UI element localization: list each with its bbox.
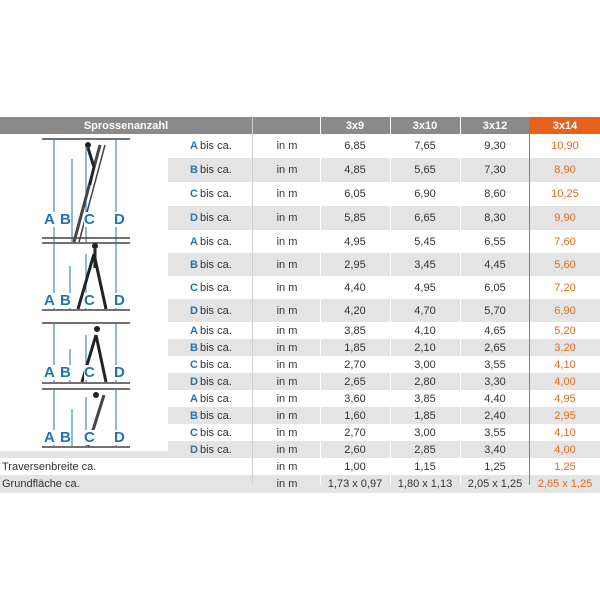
value-cell: 9,30 bbox=[484, 140, 506, 152]
row-label-text: bis ca. bbox=[199, 341, 232, 354]
value-cell: 3,45 bbox=[414, 258, 436, 271]
unit-cell: in m bbox=[276, 212, 298, 224]
value-cell: 3,60 bbox=[344, 392, 366, 405]
unit-cell: in m bbox=[276, 164, 298, 176]
value-cell: 4,70 bbox=[414, 304, 436, 317]
value-cell: 7,30 bbox=[484, 164, 506, 176]
unit-cell: in m bbox=[276, 443, 298, 456]
row-label-text: bis ca. bbox=[199, 164, 232, 176]
value-cell: 4,10 bbox=[414, 324, 436, 337]
value-cell: 6,55 bbox=[484, 235, 506, 248]
row-label bbox=[190, 424, 250, 441]
value-cell: 1,15 bbox=[414, 460, 436, 473]
value-cell: 3,20 bbox=[554, 341, 576, 354]
unit-cell: in m bbox=[276, 304, 298, 317]
col-sep bbox=[320, 117, 321, 485]
unit-cell: in m bbox=[276, 478, 298, 490]
value-cell: 2,95 bbox=[344, 258, 366, 271]
unit-cell: in m bbox=[276, 188, 298, 200]
dimension-letter: C bbox=[190, 281, 198, 294]
value-cell: 6,85 bbox=[344, 140, 366, 152]
row-label-text: bis ca. bbox=[199, 188, 232, 200]
row-label-text: bis ca. bbox=[199, 409, 232, 422]
dimension-letter: B bbox=[190, 164, 198, 176]
ladder-figure-1 bbox=[40, 137, 132, 245]
value-cell: 2,05 x 1,25 bbox=[467, 478, 523, 490]
dimension-letter: C bbox=[190, 188, 198, 200]
value-cell: 4,40 bbox=[484, 392, 506, 405]
value-cell: 3,00 bbox=[414, 426, 436, 439]
value-cell: 2,65 bbox=[344, 375, 366, 388]
unit-cell: in m bbox=[276, 235, 298, 248]
value-cell: 6,90 bbox=[414, 188, 436, 200]
dimension-letter: A bbox=[190, 140, 198, 152]
row-label bbox=[190, 134, 250, 158]
row-label-text: bis ca. bbox=[199, 358, 232, 371]
figure-letter-c: C bbox=[84, 364, 95, 381]
dimension-letter: B bbox=[190, 409, 198, 422]
value-cell: 6,05 bbox=[484, 281, 506, 294]
value-cell: 5,70 bbox=[484, 304, 506, 317]
figure-letter-d: D bbox=[114, 292, 125, 309]
row-label bbox=[190, 441, 250, 458]
value-cell: 3,85 bbox=[414, 392, 436, 405]
value-cell: 4,00 bbox=[554, 443, 576, 456]
row-label bbox=[190, 253, 250, 276]
value-cell: 4,20 bbox=[344, 304, 366, 317]
value-cell: 3,55 bbox=[484, 426, 506, 439]
unit-cell: in m bbox=[276, 281, 298, 294]
value-cell: 2,60 bbox=[344, 443, 366, 456]
row-label bbox=[190, 339, 250, 356]
unit-cell: in m bbox=[276, 341, 298, 354]
value-cell: 5,65 bbox=[414, 164, 436, 176]
value-cell: 2,65 x 1,25 bbox=[537, 478, 593, 490]
unit-cell: in m bbox=[276, 426, 298, 439]
header-col-3x14: 3x14 bbox=[530, 117, 600, 134]
figure-letter-d: D bbox=[114, 364, 125, 381]
row-label-text: bis ca. bbox=[199, 426, 232, 439]
value-cell: 1,80 x 1,13 bbox=[397, 478, 453, 490]
value-cell: 3,00 bbox=[414, 358, 436, 371]
row-label-text: bis ca. bbox=[199, 324, 232, 337]
value-cell: 6,65 bbox=[414, 212, 436, 224]
figure-letter-b: B bbox=[60, 429, 71, 446]
value-cell: 6,05 bbox=[344, 188, 366, 200]
row-label-text: bis ca. bbox=[199, 304, 232, 317]
unit-cell: in m bbox=[276, 460, 298, 473]
figure-letter-a: A bbox=[44, 211, 55, 228]
row-label bbox=[190, 299, 250, 322]
value-cell: 1,25 bbox=[484, 460, 506, 473]
value-cell: 1,85 bbox=[414, 409, 436, 422]
row-label bbox=[190, 276, 250, 299]
dimension-letter: A bbox=[190, 324, 198, 337]
row-label-text: bis ca. bbox=[199, 140, 232, 152]
value-cell: 3,55 bbox=[484, 358, 506, 371]
value-cell: 4,95 bbox=[554, 392, 576, 405]
dimension-letter: C bbox=[190, 426, 198, 439]
ladder-rail-2 bbox=[96, 335, 106, 382]
value-cell: 7,60 bbox=[554, 235, 576, 248]
value-cell: 1,60 bbox=[344, 409, 366, 422]
figure-letter-b: B bbox=[60, 211, 71, 228]
unit-cell: in m bbox=[276, 375, 298, 388]
person-body-icon bbox=[88, 148, 94, 167]
row-label-text: bis ca. bbox=[199, 235, 232, 248]
unit-cell: in m bbox=[276, 409, 298, 422]
row-label-text: bis ca. bbox=[199, 375, 232, 388]
col-sep bbox=[390, 117, 391, 485]
figure-letter-b: B bbox=[60, 364, 71, 381]
dimension-letter: D bbox=[190, 443, 198, 456]
figure-letter-a: A bbox=[44, 429, 55, 446]
row-label bbox=[190, 390, 250, 407]
value-cell: 7,20 bbox=[554, 281, 576, 294]
value-cell: 4,85 bbox=[344, 164, 366, 176]
value-cell: 2,95 bbox=[554, 409, 576, 422]
value-cell: 3,85 bbox=[344, 324, 366, 337]
value-cell: 8,30 bbox=[484, 212, 506, 224]
figure-letter-c: C bbox=[84, 429, 95, 446]
unit-cell: in m bbox=[276, 258, 298, 271]
dimension-letter: A bbox=[190, 235, 198, 248]
table-row bbox=[0, 458, 600, 475]
value-cell: 2,85 bbox=[414, 443, 436, 456]
row-label bbox=[190, 158, 250, 182]
dimension-letter: A bbox=[190, 392, 198, 405]
figure-letter-c: C bbox=[84, 211, 95, 228]
value-cell: 1,00 bbox=[344, 460, 366, 473]
row-label bbox=[190, 230, 250, 253]
value-cell: 4,65 bbox=[484, 324, 506, 337]
unit-cell: in m bbox=[276, 392, 298, 405]
value-cell: 8,60 bbox=[484, 188, 506, 200]
person-head-icon bbox=[85, 142, 91, 148]
figure-letter-a: A bbox=[44, 292, 55, 309]
row-label-text: bis ca. bbox=[199, 212, 232, 224]
header-title: Sprossenanzahl bbox=[83, 119, 169, 132]
value-cell: 4,10 bbox=[554, 358, 576, 371]
value-cell: 4,40 bbox=[344, 281, 366, 294]
col-sep bbox=[460, 117, 461, 485]
value-cell: 2,70 bbox=[344, 426, 366, 439]
value-cell: 4,95 bbox=[344, 235, 366, 248]
value-cell: 9,90 bbox=[554, 212, 576, 224]
table-header-row bbox=[0, 117, 600, 134]
figure-letter-d: D bbox=[114, 429, 125, 446]
table-row bbox=[0, 475, 600, 493]
value-cell: 2,10 bbox=[414, 341, 436, 354]
value-cell: 1,25 bbox=[554, 460, 576, 473]
value-cell: 6,90 bbox=[554, 304, 576, 317]
value-cell: 1,85 bbox=[344, 341, 366, 354]
value-cell: 2,80 bbox=[414, 375, 436, 388]
ladder-spec-table bbox=[0, 117, 600, 490]
row-label: Grundfläche ca. bbox=[2, 478, 80, 490]
figure-letter-d: D bbox=[114, 211, 125, 228]
header-col-3x10: 3x10 bbox=[412, 119, 438, 132]
row-label: Traversenbreite ca. bbox=[2, 460, 97, 473]
value-cell: 3,30 bbox=[484, 375, 506, 388]
row-label bbox=[190, 373, 250, 390]
value-cell: 10,90 bbox=[551, 140, 579, 152]
value-cell: 2,40 bbox=[484, 409, 506, 422]
value-cell: 8,90 bbox=[554, 164, 576, 176]
value-cell: 3,40 bbox=[484, 443, 506, 456]
unit-cell: in m bbox=[276, 140, 298, 152]
dimension-letter: D bbox=[190, 375, 198, 388]
value-cell: 4,00 bbox=[554, 375, 576, 388]
dimension-letter: D bbox=[190, 304, 198, 317]
row-label-text: bis ca. bbox=[199, 443, 232, 456]
person-head-icon bbox=[92, 243, 98, 249]
dimension-letter: C bbox=[190, 358, 198, 371]
unit-cell: in m bbox=[276, 358, 298, 371]
row-label bbox=[190, 407, 250, 424]
person-head-icon bbox=[93, 392, 99, 398]
value-cell: 10,25 bbox=[551, 188, 579, 200]
col-sep bbox=[252, 117, 253, 485]
value-cell: 1,73 x 0,97 bbox=[327, 478, 383, 490]
row-label-text: bis ca. bbox=[199, 258, 232, 271]
figure-letter-a: A bbox=[44, 364, 55, 381]
person-head-icon bbox=[94, 326, 100, 332]
value-cell: 7,65 bbox=[414, 140, 436, 152]
header-col-3x9: 3x9 bbox=[345, 119, 365, 132]
row-label-text: bis ca. bbox=[199, 281, 232, 294]
row-label bbox=[190, 322, 250, 339]
row-label bbox=[190, 182, 250, 206]
dimension-letter: B bbox=[190, 258, 198, 271]
header-col-3x12: 3x12 bbox=[482, 119, 508, 132]
value-cell: 5,60 bbox=[554, 258, 576, 271]
figure-letter-b: B bbox=[60, 292, 71, 309]
figure-letter-c: C bbox=[84, 292, 95, 309]
dimension-letter: B bbox=[190, 341, 198, 354]
value-cell: 4,95 bbox=[414, 281, 436, 294]
value-cell: 2,70 bbox=[344, 358, 366, 371]
value-cell: 5,45 bbox=[414, 235, 436, 248]
unit-cell: in m bbox=[276, 324, 298, 337]
value-cell: 5,85 bbox=[344, 212, 366, 224]
row-label bbox=[190, 206, 250, 230]
col-sep-accent bbox=[529, 117, 530, 485]
row-label-text: bis ca. bbox=[199, 392, 232, 405]
value-cell: 5,20 bbox=[554, 324, 576, 337]
value-cell: 4,45 bbox=[484, 258, 506, 271]
value-cell: 4,10 bbox=[554, 426, 576, 439]
dimension-letter: D bbox=[190, 212, 198, 224]
row-label bbox=[190, 356, 250, 373]
value-cell: 2,65 bbox=[484, 341, 506, 354]
